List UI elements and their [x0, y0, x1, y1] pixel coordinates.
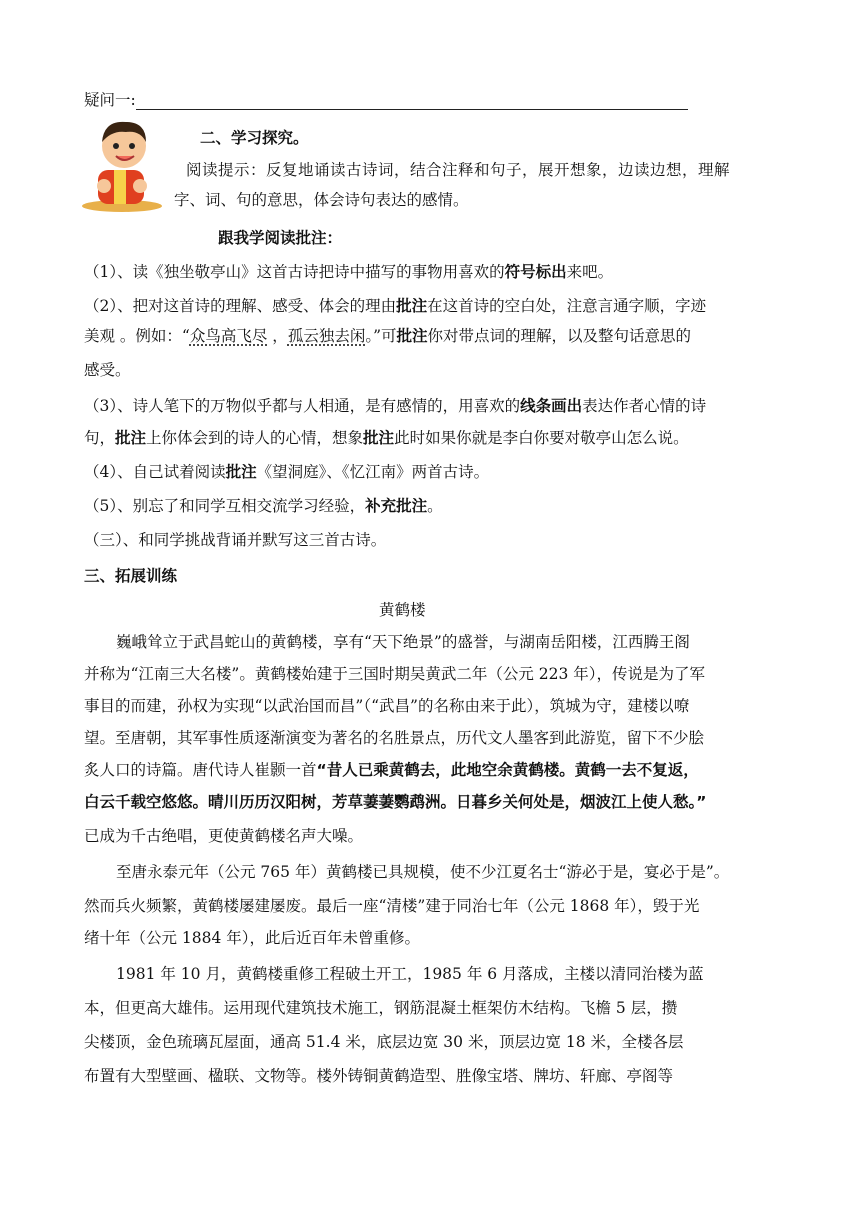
item-3-bold-2: 批注: [115, 429, 147, 447]
p1-line5-text: 炙人口的诗篇。唐代诗人崔颢一首: [84, 761, 317, 779]
item-1: [84, 262, 613, 282]
example-verse-2: 孤云独去闲: [287, 327, 366, 345]
boy-reading-illustration: [80, 112, 162, 212]
p3-line1: 1981 年 10 月，黄鹤楼重修工程破土开工，1985 年 6 月落成，主楼以清同治楼为蓝: [116, 965, 704, 983]
item-5-text: （5）、别忘了和同学互相交流学习经验，: [84, 497, 366, 515]
p2-line2: 然而兵火频繁，黄鹤楼屡建屡废。最后一座“清楼”建于同治七年（公元 1868 年），毁于光: [84, 897, 700, 915]
p1-line4: 望。至唐朝，其军事性质逐渐演变为著名的名胜景点，历代文人墨客到此游览，留下不少脍: [84, 729, 705, 747]
item-2-tail: 你对带点词的理解，以及整句话意思的: [427, 327, 692, 345]
item-3-text: （3）、诗人笔下的万物似乎都与人相通，是有感情的，用喜欢的: [84, 397, 521, 415]
item-5-bold: 补充批注: [365, 497, 428, 515]
item-3-mid: 上你体会到的诗人的心情，想象: [146, 429, 364, 447]
item-3-line2: [84, 428, 689, 448]
p1-line5: [84, 760, 699, 780]
item-3-start: 句，: [84, 429, 116, 447]
answer-blank[interactable]: [136, 95, 688, 110]
section2-title: 二、学习探究。: [200, 129, 309, 147]
p1-line1: 巍峨耸立于武昌蛇山的黄鹤楼，享有“天下绝景”的盛誉，与湖南岳阳楼，江西腾王阁: [116, 633, 690, 651]
p3-line3: 尖楼顶，金色琉璃瓦屋面，通高 51.4 米，底层边宽 30 米，顶层边宽 18 米，全楼各层: [84, 1033, 684, 1051]
item-3-end: 此时如果你就是李白你要对敬亭山怎么说。: [394, 429, 689, 447]
question-line: [84, 90, 688, 110]
example-verse-1: 众鸟高飞尽: [189, 327, 268, 345]
item-2-quote-end: 。”可: [365, 327, 397, 345]
item-3-cont: 表达作者心情的诗: [582, 397, 707, 415]
p3-line2: 本，但更高大雄伟。运用现代建筑技术施工，钢筋混凝土框架仿木结构。飞檐 5 层，攒: [84, 999, 678, 1017]
question-label: 疑问一:: [84, 91, 136, 109]
p2-line3: 绪十年（公元 1884 年），此后近百年未曾重修。: [84, 929, 421, 947]
p2-line1: 至唐永泰元年（公元 765 年）黄鹤楼已具规模，使不少江夏名士“游必于是，宴必于是”。: [116, 863, 730, 881]
reading-hint-line2: 字、词、句的意思，体会诗句表达的感情。: [174, 191, 469, 209]
item-5-end: 。: [427, 497, 443, 515]
section3-title: 三、拓展训练: [84, 567, 178, 585]
item-2-line2: [84, 326, 691, 346]
article-title: 黄鹤楼: [379, 601, 426, 619]
item-1-text: （1）、读《独坐敬亭山》这首古诗把诗中描写的事物用喜欢的: [84, 263, 505, 281]
item-1-end: 来吧。: [566, 263, 614, 281]
item-2-line1: [84, 296, 706, 316]
poem-quote-end: 白云千载空悠悠。晴川历历汉阳树，芳草萋萋鹦鹉洲。日暮乡关何处是，烟波江上使人愁。”: [84, 793, 707, 811]
item-2-cont: 在这首诗的空白处，注意言通字顺，字迹: [427, 297, 707, 315]
p3-line4: 布置有大型壁画、楹联、文物等。楼外铸铜黄鹤造型、胜像宝塔、牌坊、轩廊、亭阁等: [84, 1067, 674, 1085]
item-2-example-label: 美观 。例如：“: [84, 327, 190, 345]
p1-line2: 并称为“江南三大名楼”。黄鹤楼始建于三国时期吴黄武二年（公元 223 年），传说是为了军: [84, 665, 706, 683]
item-1-bold: 符号标出: [504, 263, 567, 281]
item-2-line3: 感受。: [84, 361, 131, 379]
poem-quote-start: “昔人已乘黄鹤去，此地空余黄鹤楼。黄鹤一去不复返，: [316, 761, 699, 779]
item-3-bold: 线条画出: [520, 397, 583, 415]
item-4: [84, 462, 489, 482]
item-3-line1: [84, 396, 706, 416]
item-2-comma: ，: [267, 327, 288, 345]
annotation-subtitle: 跟我学阅读批注：: [218, 229, 343, 247]
item-2-text: （2）、把对这首诗的理解、感受、体会的理由: [84, 297, 397, 315]
item-4-bold: 批注: [225, 463, 257, 481]
p1-line7: 已成为千古绝唱，更使黄鹤楼名声大噪。: [84, 827, 364, 845]
item-2-bold-2: 批注: [396, 327, 428, 345]
p1-line3: 事目的而建，孙权为实现“以武治国而昌”（“武昌”的名称由来于此），筑城为守，建楼以嘹: [84, 697, 690, 715]
item-5: [84, 496, 443, 516]
item-4-end: 《望洞庭》、《忆江南》两首古诗。: [256, 463, 490, 481]
item-4-text: （4）、自己试着阅读: [84, 463, 226, 481]
item-3-bold-3: 批注: [363, 429, 395, 447]
reading-hint-line1: 阅读提示：反复地诵读古诗词，结合注释和句子，展开想象，边读边想，理解: [186, 161, 731, 179]
item-2-bold: 批注: [396, 297, 428, 315]
item-6: （三）、和同学挑战背诵并默写这三首古诗。: [84, 531, 387, 549]
